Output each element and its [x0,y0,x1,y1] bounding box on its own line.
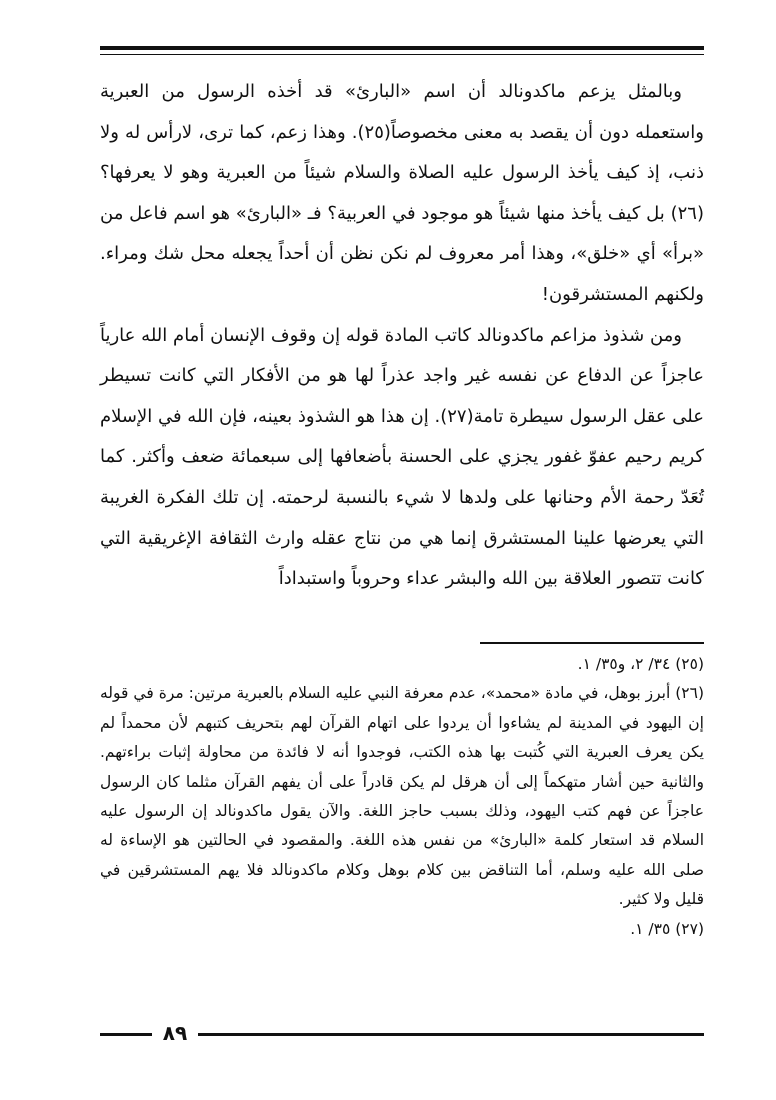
main-text [100,72,704,600]
footnote-26: (٢٦) أبرز بوهل، في مادة «محمد»، عدم معرفة النبي عليه السلام بالعبرية مرتين: مرة في قوله إن اليهود في المدينة لم يشاءوا أن يردوا على اتهام القرآن لهم بتحريف كتبهم لأن محمداً لم يكن يعرف العبرية التي كُتبت بها هذه الكتب، فوجدوا أنه لا فائدة من محاولة إثبات براءتهم. والثانية حين أشار متهكماً إلى أن هرقل لم يكن قادراً على أن يفهم القرآن مثلما كان الرسول عاجزاً عن فهم كتب اليهود، وذلك بسبب حاجز اللغة. والآن يقول ماكدونالد إن الرسول عليه السلام قد استعار كلمة «البارئ» من نفس هذه اللغة. والمقصود في الحالتين هو الإساءة له صلى الله عليه وسلم، أما التناقض بين كلام بوهل وكلام ماكدونالد فلا يهم المستشرقين في قليل ولا كثير. [100,684,704,909]
footer-rule-short [100,1033,152,1036]
footer-rule-long [198,1033,704,1036]
footnote-separator [480,642,704,644]
paragraph: وبالمثل يزعم ماكدونالد أن اسم «البارئ» قد أخذه الرسول من العبرية واستعمله دون أن يقصد به معنى مخصوصاً(٢٥). وهذا زعم، كما ترى، لارأس له ولا ذنب، إذ كيف يأخذ الرسول عليه الصلاة والسلام شيئاً من العبرية وهو لا يعرفها؟(٢٦) بل كيف يأخذ منها شيئاً هو موجود في العربية؟ فـ «البارئ» هو اسم فاعل من «برأ» أي «خلق»، وهذا أمر معروف لم نكن نظن أن أحداً يجعله محل شك ومراء. ولكنهم المستشرقون! [100,81,704,305]
header-rule-thick [100,46,704,50]
page-number: ٨٩ [162,1021,188,1045]
paragraph: ومن شذوذ مزاعم ماكدونالد كاتب المادة قوله إن وقوف الإنسان أمام الله عارياً عاجزاً عن الدفاع عن نفسه غير واجد عذراً لها هو من الأفكار التي كانت تسيطر على عقل الرسول سيطرة تامة(٢٧). إن هذا هو الشذوذ بعينه، فإن الله في الإسلام كريم رحيم عفوّ غفور يجزي على الحسنة بأضعافها إلى سبعمائة ضعف وأكثر. كما تُعَدّ رحمة الأم وحنانها على ولدها لا شيء بالنسبة لرحمته. إن تلك الفكرة الغريبة التي يعرضها علينا المستشرق إنما هي من نتاج عقله وارث الثقافة الإغريقية التي كانت تتصور العلاقة بين الله والبشر عداء وحروباً واستبداداً [100,324,704,590]
header-rule-thin [100,54,704,55]
footnote-25: (٢٥) ٣٤/ ٢، و٣٥/ ١. [577,655,704,673]
footnotes [100,650,704,944]
footnote-27: (٢٧) ٣٥/ ١. [630,919,704,938]
page-footer [100,1021,704,1045]
